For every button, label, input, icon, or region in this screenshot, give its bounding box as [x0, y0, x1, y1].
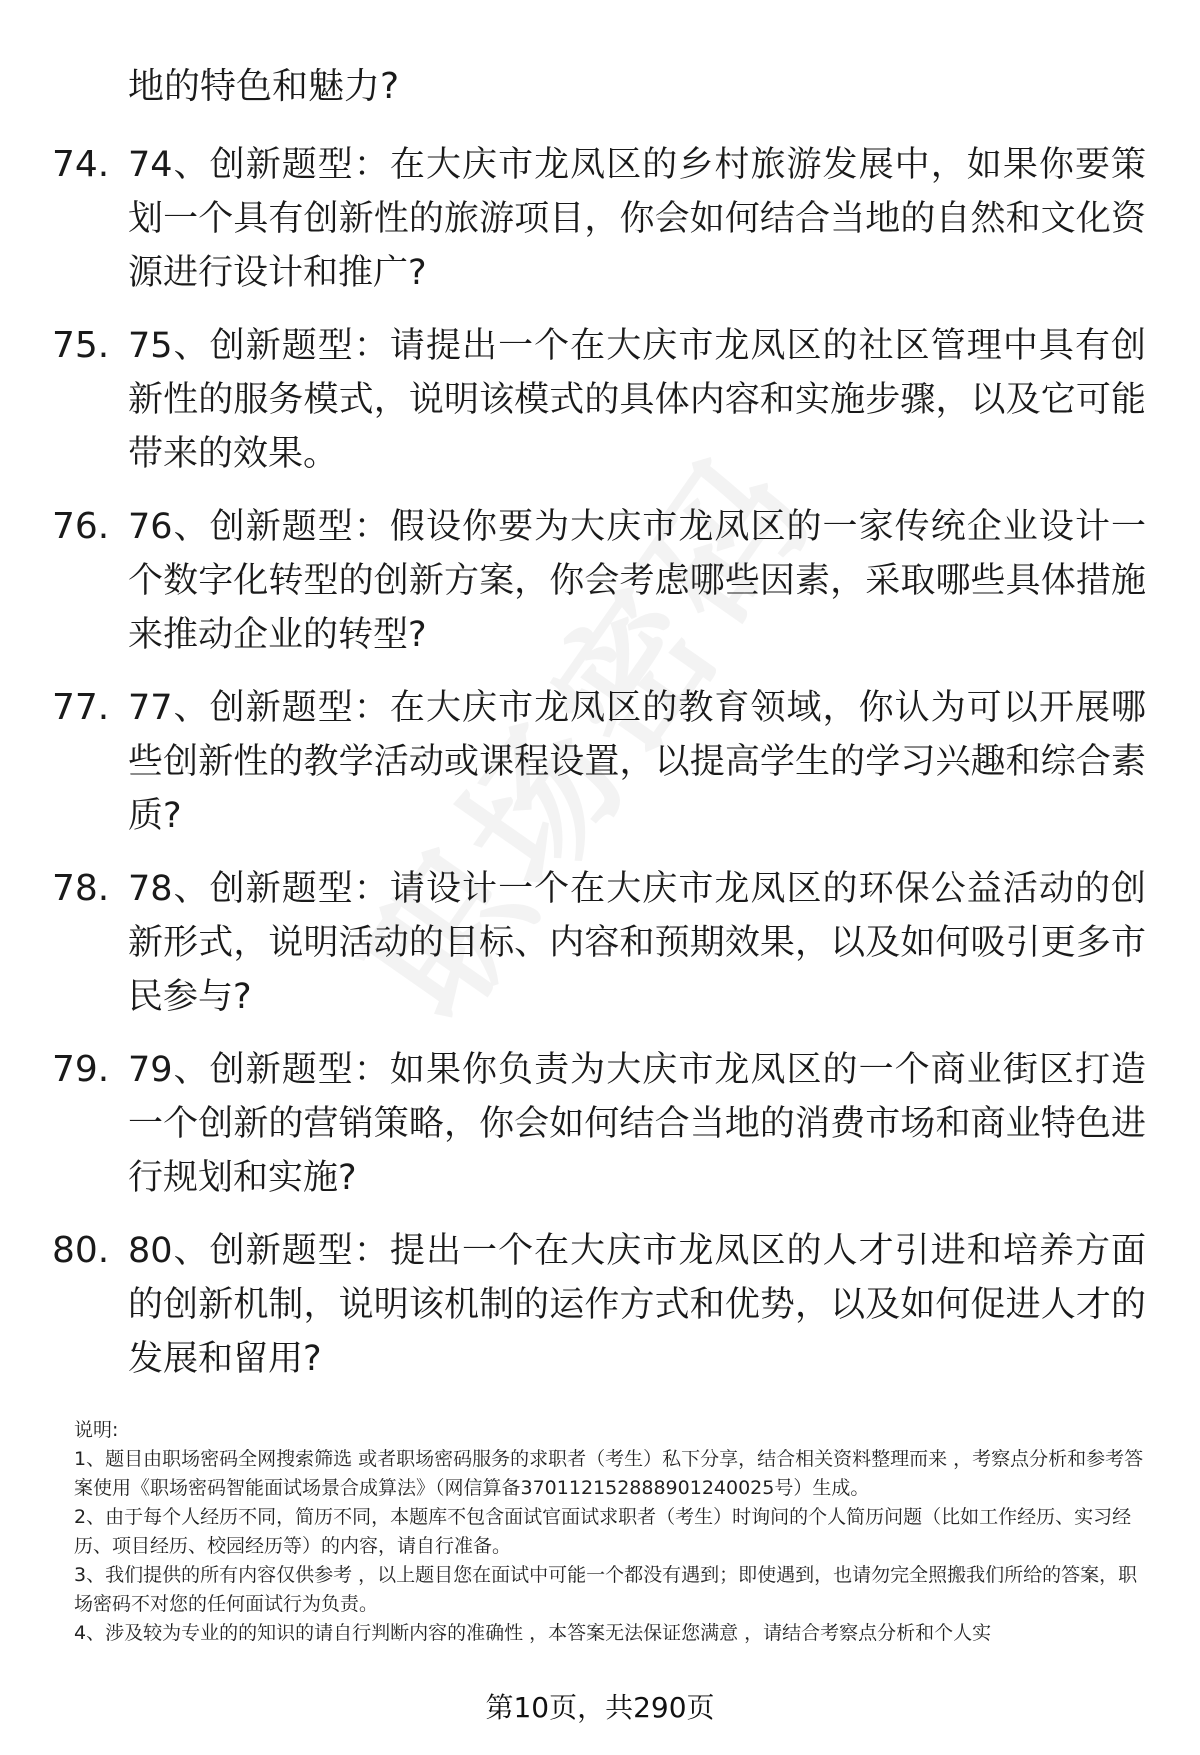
question-number: 74. [52, 144, 110, 185]
page-number: 第10页，共290页 [485, 1691, 715, 1724]
question-list [0, 138, 1200, 1405]
question-number: 76. [52, 506, 110, 547]
question-number: 79. [52, 1049, 110, 1090]
question-text: 75、创新题型：请提出一个在大庆市龙凤区的社区管理中具有创新性的服务模式，说明该模式的具体内容和实施步骤，以及它可能带来的效果。 [128, 326, 1146, 474]
question-text: 76、创新题型：假设你要为大庆市龙凤区的一家传统企业设计一个数字化转型的创新方案，你会考虑哪些因素，采取哪些具体措施来推动企业的转型? [128, 507, 1146, 655]
question-number: 80. [52, 1230, 110, 1271]
question-item [0, 319, 1200, 500]
question-text: 77、创新题型：在大庆市龙凤区的教育领域，你认为可以开展哪些创新性的教学活动或课程设置，以提高学生的学习兴趣和综合素质? [128, 688, 1146, 836]
question-continuation: 地的特色和魅力? [128, 66, 400, 107]
question-text: 74、创新题型：在大庆市龙凤区的乡村旅游发展中，如果你要策划一个具有创新性的旅游项目，你会如何结合当地的自然和文化资源进行设计和推广? [128, 145, 1146, 293]
question-item [0, 681, 1200, 862]
question-number: 77. [52, 687, 110, 728]
question-text: 80、创新题型：提出一个在大庆市龙凤区的人才引进和培养方面的创新机制，说明该机制的运作方式和优势，以及如何促进人才的发展和留用? [128, 1231, 1146, 1379]
notes-section [74, 1416, 1150, 1648]
notes-heading: 说明: [74, 1419, 119, 1441]
note-item: 3、我们提供的所有内容仅供参考 ，以上题目您在面试中可能一个都没有遇到；即使遇到，也请勿完全照搬我们所给的答案，职场密码不对您的任何面试行为负责。 [74, 1564, 1138, 1615]
note-item: 4、涉及较为专业的的知识的请自行判断内容的准确性 ，本答案无法保证您满意 ，请结合考察点分析和个人实 [74, 1622, 992, 1644]
question-item [0, 138, 1200, 319]
question-number: 78. [52, 868, 110, 909]
question-item [0, 500, 1200, 681]
question-item [0, 862, 1200, 1043]
question-number: 75. [52, 325, 110, 366]
note-item: 2、由于每个人经历不同，简历不同，本题库不包含面试官面试求职者（考生）时询问的个人简历问题（比如工作经历、实习经历、项目经历、校园经历等）的内容，请自行准备。 [74, 1506, 1132, 1557]
question-text: 78、创新题型：请设计一个在大庆市龙凤区的环保公益活动的创新形式，说明活动的目标、内容和预期效果，以及如何吸引更多市民参与? [128, 869, 1146, 1017]
question-text: 79、创新题型：如果你负责为大庆市龙凤区的一个商业街区打造一个创新的营销策略，你会如何结合当地的消费市场和商业特色进行规划和实施? [128, 1050, 1146, 1198]
note-item: 1、题目由职场密码全网搜索筛选 或者职场密码服务的求职者（考生）私下分享，结合相关资料整理而来 ，考察点分析和参考答案使用《职场密码智能面试场景合成算法》（网信算备370112152888901240025号）生成。 [74, 1448, 1144, 1499]
question-item [0, 1043, 1200, 1224]
question-item [0, 1224, 1200, 1405]
